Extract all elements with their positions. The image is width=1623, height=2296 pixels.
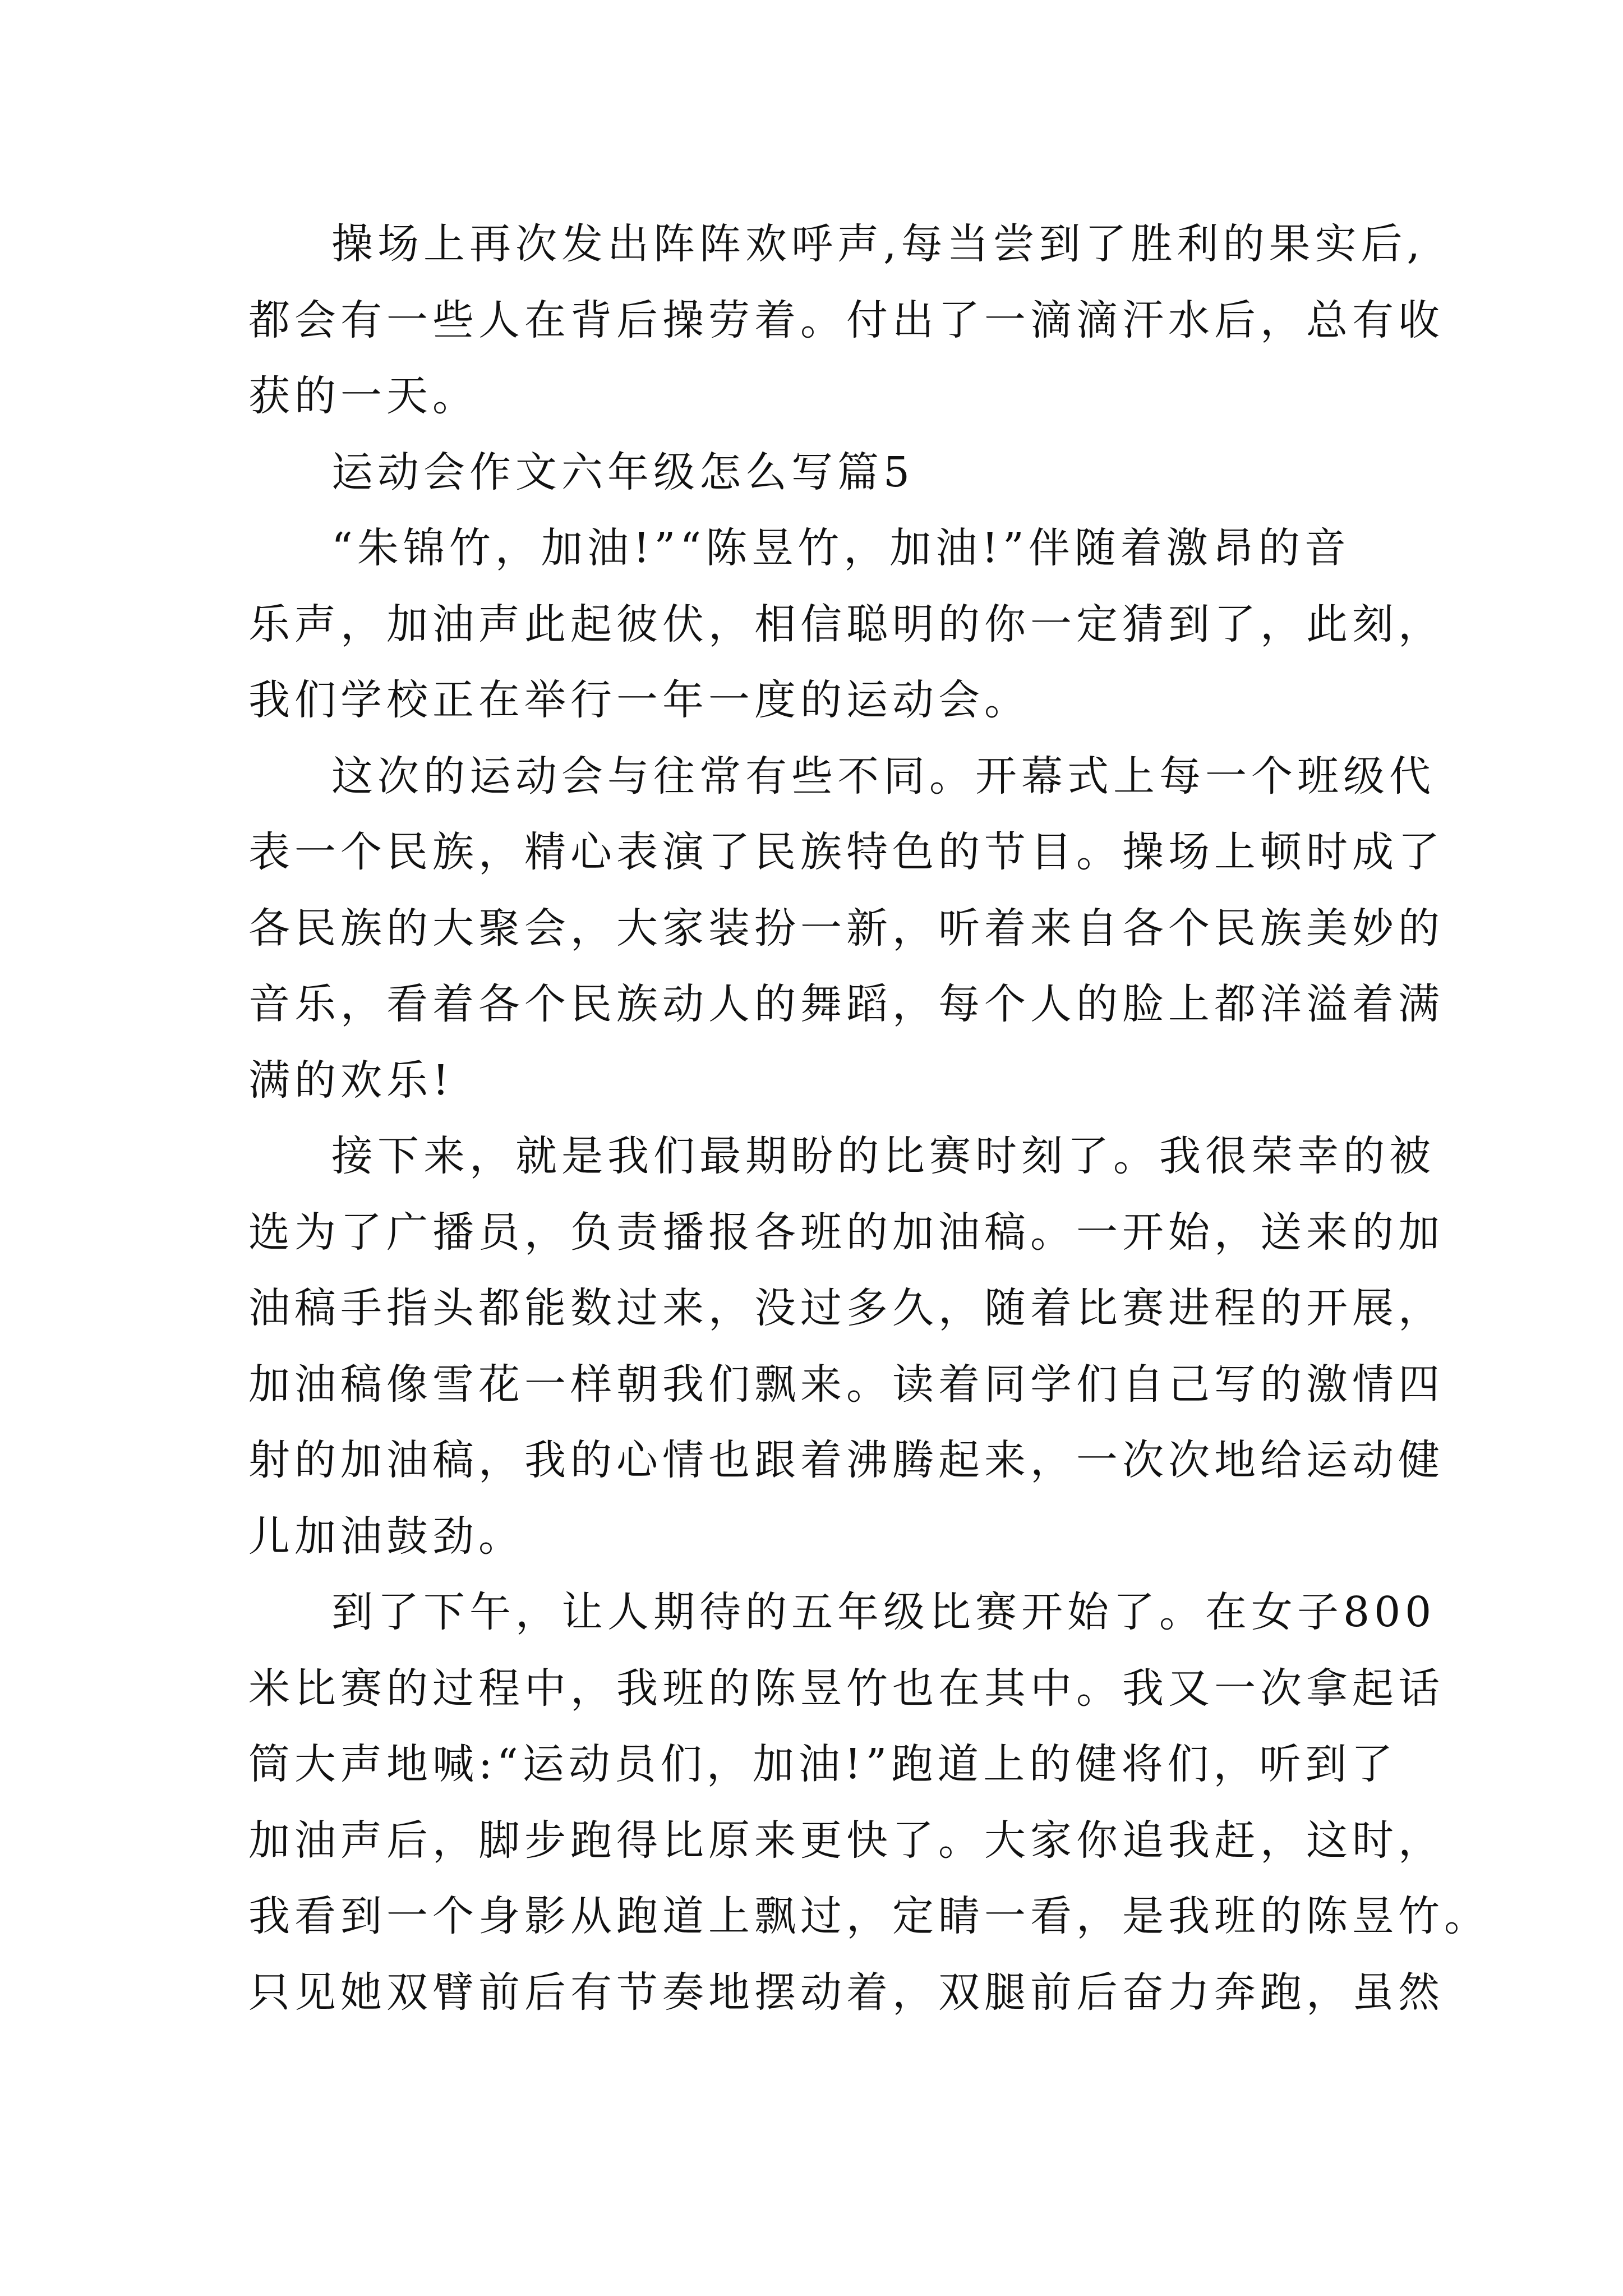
section-heading: 运动会作文六年级怎么写篇5: [331, 448, 915, 496]
text-line: 到了下午，让人期待的五年级比赛开始了。在女子800: [331, 1588, 1436, 1636]
text-line: 都会有一些人在背后操劳着。付出了一滴滴汗水后，总有收: [248, 296, 1444, 344]
text-line: 只见她双臂前后有节奏地摆动着，双腿前后奋力奔跑，虽然: [248, 1968, 1444, 2017]
text-line: 音乐，看着各个民族动人的舞蹈，每个人的脸上都洋溢着满: [248, 980, 1444, 1028]
text-line: 满的欢乐!: [248, 1056, 454, 1105]
text-line: 加油稿像雪花一样朝我们飘来。读着同学们自己写的激情四: [248, 1360, 1444, 1409]
text-line: 我看到一个身影从跑道上飘过，定睛一看，是我班的陈昱竹。: [248, 1892, 1490, 1940]
paragraph-2: [248, 510, 1444, 739]
document-body: [248, 206, 1490, 2031]
text-line: 各民族的大聚会，大家装扮一新，听着来自各个民族美妙的: [248, 904, 1444, 953]
text-line: 接下来，就是我们最期盼的比赛时刻了。我很荣幸的被: [331, 1132, 1435, 1180]
text-line: 儿加油鼓劲。: [248, 1512, 524, 1561]
text-line: 米比赛的过程中，我班的陈昱竹也在其中。我又一次拿起话: [248, 1664, 1444, 1713]
text-line: 选为了广播员，负责播报各班的加油稿。一开始，送来的加: [248, 1208, 1444, 1257]
text-line: 加油声后，脚步跑得比原来更快了。大家你追我赶，这时，: [248, 1816, 1444, 1865]
text-line: 油稿手指头都能数过来，没过多久，随着比赛进程的开展，: [248, 1284, 1444, 1332]
text-line: 我们学校正在举行一年一度的运动会。: [248, 676, 1030, 724]
text-line: 这次的运动会与往常有些不同。开幕式上每一个班级代: [331, 752, 1435, 800]
text-line: 获的一天。: [248, 372, 478, 420]
text-line: 乐声，加油声此起彼伏，相信聪明的你一定猜到了，此刻，: [248, 600, 1444, 648]
paragraph-3: [248, 739, 1444, 1119]
text-line: 表一个民族，精心表演了民族特色的节目。操场上顿时成了: [248, 828, 1444, 876]
text-line: 筒大声地喊:“运动员们，加油!”跑道上的健将们，听到了: [248, 1740, 1398, 1788]
text-line: 射的加油稿，我的心情也跟着沸腾起来，一次次地给运动健: [248, 1436, 1444, 1484]
text-line: 操场上再次发出阵阵欢呼声,每当尝到了胜利的果实后,: [331, 220, 1425, 268]
text-line: “朱锦竹，加油!”“陈昱竹，加油!”伴随着激昂的音: [331, 524, 1350, 572]
paragraph-4: [248, 1119, 1444, 1575]
paragraph-1: [248, 206, 1444, 435]
paragraph-5: [248, 1575, 1490, 2031]
